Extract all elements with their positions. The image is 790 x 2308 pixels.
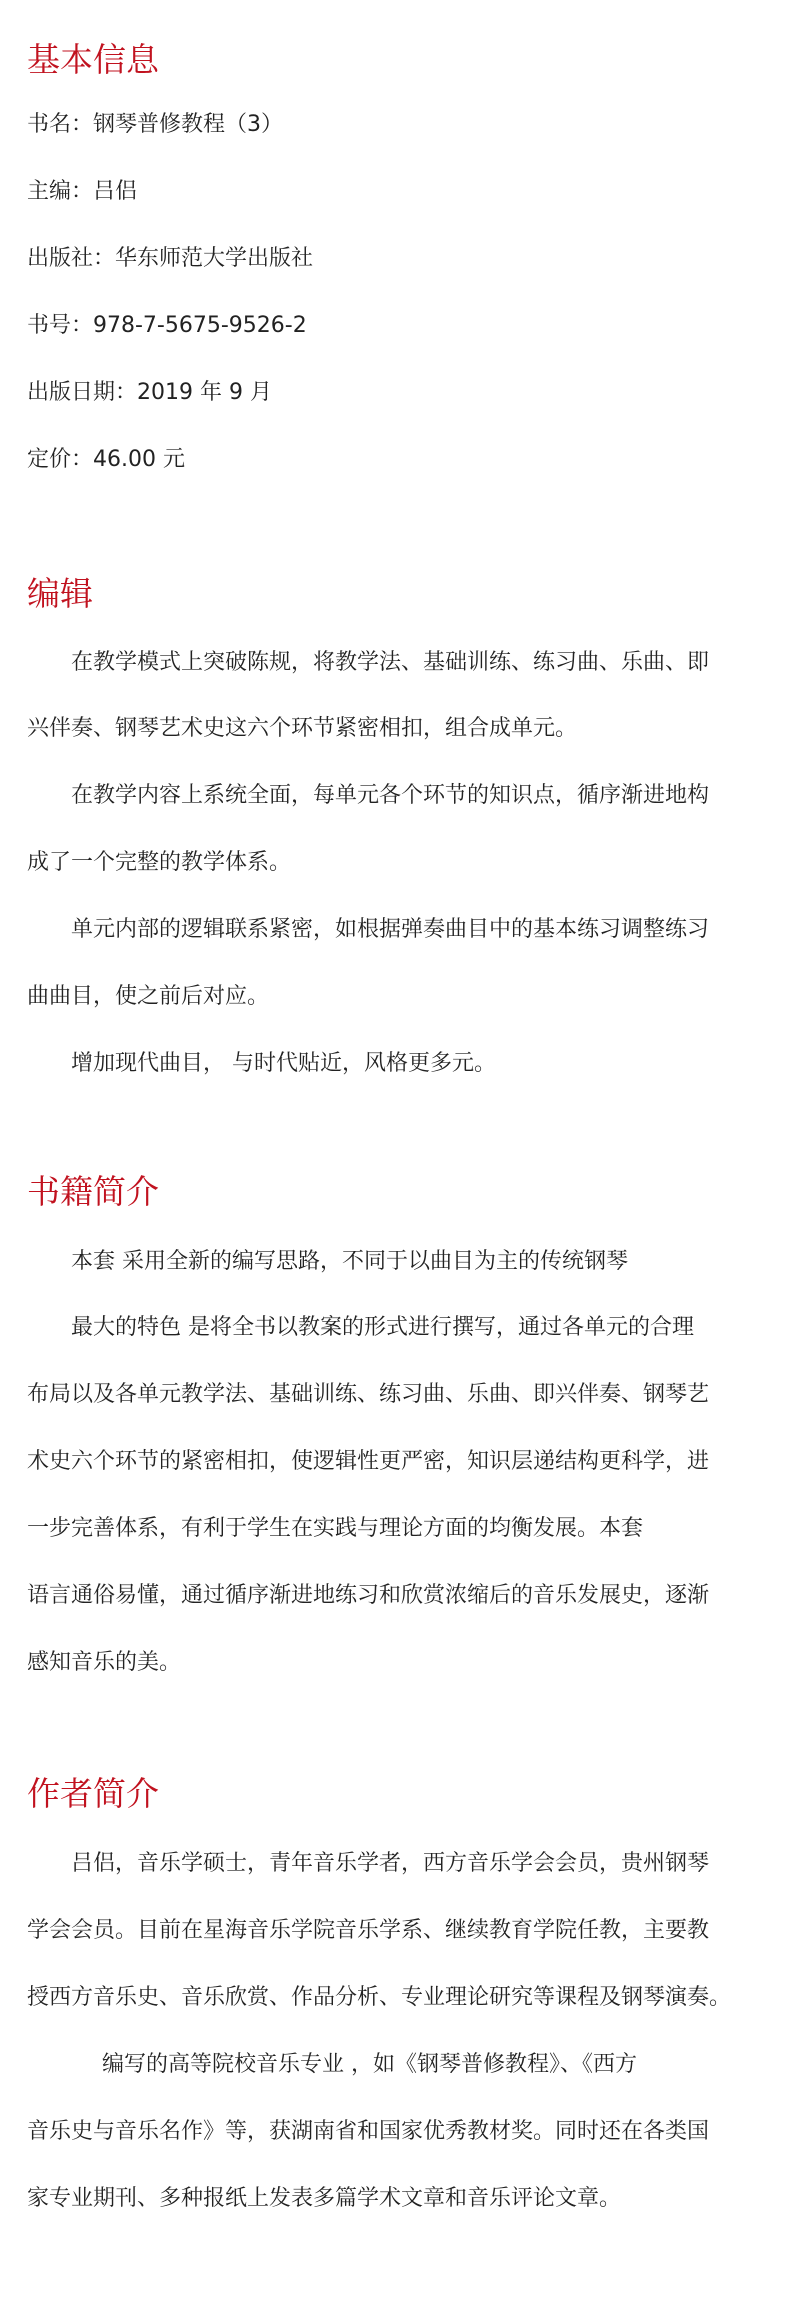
editor: 主编：吕侣 [27,179,138,204]
editorial-line: 成了一个完整的教学体系。 [27,850,292,875]
book-intro-line: 感知音乐的美。 [27,1650,182,1675]
author-intro-line: 授西方音乐史、音乐欣赏、作品分析、专业理论研究等课程及钢琴演奏。 [27,1985,732,2010]
author-intro-line: 音乐史与音乐名作》等，获湖南省和国家优秀教材奖。同时还在各类国 [27,2119,710,2144]
editorial-line: 兴伴奏、钢琴艺术史这六个环节紧密相扣，组合成单元。 [27,716,578,741]
editorial-title: 编辑 [27,574,93,613]
editorial-line: 曲曲目，使之前后对应。 [27,984,270,1009]
publisher: 出版社：华东师范大学出版社 [27,246,314,271]
book-intro-line: 一步完善体系，有利于学生在实践与理论方面的均衡发展。本套 [27,1516,644,1541]
author-intro-line: 编写的高等院校音乐专业 ，如《钢琴普修教程》、《西方 [102,2052,637,2077]
book-name: 书名：钢琴普修教程（3） [27,112,283,137]
book-intro-line: 布局以及各单元教学法、基础训练、练习曲、乐曲、即兴伴奏、钢琴艺 [27,1382,710,1407]
pub-date: 出版日期：2019 年 9 月 [27,380,272,405]
author-intro-line: 学会会员。目前在星海音乐学院音乐学系、继续教育学院任教，主要教 [27,1918,710,1943]
book-intro-line: 最大的特色 是将全书以教案的形式进行撰写，通过各单元的合理 [71,1315,694,1340]
editorial-line: 在教学模式上突破陈规，将教学法、基础训练、练习曲、乐曲、即 [71,650,710,675]
book-intro-line: 本套 采用全新的编写思路，不同于以曲目为主的传统钢琴 [71,1249,628,1274]
isbn: 书号：978-7-5675-9526-2 [27,313,307,338]
author-intro-line: 吕侣，音乐学硕士，青年音乐学者，西方音乐学会会员，贵州钢琴 [71,1851,710,1876]
book-intro-title: 书籍简介 [27,1172,159,1211]
book-intro-line: 术史六个环节的紧密相扣，使逻辑性更严密，知识层递结构更科学，进 [27,1449,710,1474]
basic-info-title: 基本信息 [27,40,159,79]
author-intro-line: 家专业期刊、多种报纸上发表多篇学术文章和音乐评论文章。 [27,2186,622,2211]
book-intro-line: 语言通俗易懂，通过循序渐进地练习和欣赏浓缩后的音乐发展史，逐渐 [27,1583,710,1608]
price: 定价：46.00 元 [27,447,185,472]
editorial-line: 在教学内容上系统全面，每单元各个环节的知识点，循序渐进地构 [71,783,710,808]
editorial-line: 增加现代曲目， 与时代贴近，风格更多元。 [71,1051,496,1076]
editorial-line: 单元内部的逻辑联系紧密，如根据弹奏曲目中的基本练习调整练习 [71,917,710,942]
author-intro-title: 作者简介 [27,1774,159,1813]
